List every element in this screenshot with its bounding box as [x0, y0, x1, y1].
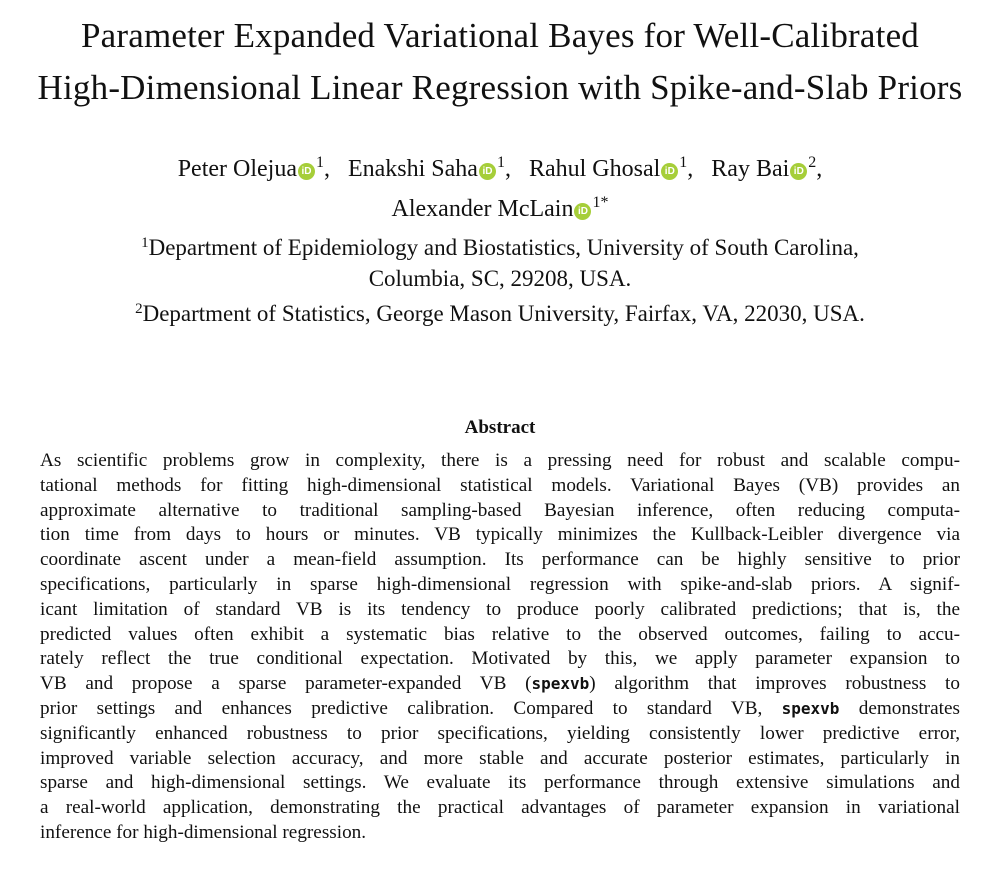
author-name: Rahul Ghosal [528, 156, 661, 182]
affiliation [0, 294, 1000, 329]
affiliation-marker: 1 [496, 154, 505, 171]
affiliation-marker: 1 [679, 154, 688, 171]
abstract-line [40, 623, 960, 648]
abstract-line [40, 697, 960, 722]
author-list [0, 146, 1000, 226]
affiliation [0, 228, 1000, 263]
abstract-line [40, 499, 960, 524]
abstract-text: improved variable selection accuracy, and more stable and accurate posterior estimates, particularly in [40, 747, 960, 769]
title-line: Parameter Expanded Variational Bayes for Well-Calibrated [80, 16, 920, 55]
abstract-body [40, 449, 960, 846]
affiliation-text: Department of Statistics, George Mason University, Fairfax, VA, 22030, USA. [142, 301, 865, 326]
orcid-icon[interactable]: iD [298, 163, 315, 180]
abstract-text: a real-world application, demonstrating the practical advantages of parameter expansion in variational [40, 797, 960, 819]
orcid-icon[interactable]: iD [574, 203, 591, 220]
abstract-line [40, 672, 960, 697]
abstract-text: tion time from days to hours or minutes. VB typically minimizes the Kullback-Leibler divergence via [40, 524, 960, 546]
abstract-text: inference for high-dimensional regression. [40, 821, 367, 843]
author-line: Peter Olejua $iD^1$, Enakshi Saha $iD^1$, Rahul Ghosal $iD^1$, Ray Bai $iD^2$, [177, 154, 823, 182]
author [178, 156, 324, 182]
algorithm-name: spexvb [531, 674, 590, 694]
abstract-text: tational methods for fitting high-dimensional statistical models. Variational Bayes (VB) provides an [40, 474, 960, 496]
affiliation-marker: 1* [592, 194, 609, 211]
author [348, 156, 505, 182]
abstract-text: prior settings and enhances predictive calibration. Compared to standard VB, [40, 697, 782, 719]
affiliation-text: Columbia, SC, 29208, USA. [368, 266, 632, 291]
abstract-text: demonstrates [839, 697, 960, 719]
abstract-line [40, 598, 960, 623]
abstract-text: icant limitation of standard VB is its tendency to produce poorly calibrated predictions; that is, the [40, 598, 960, 620]
abstract-text: predicted values often exhibit a systematic bias relative to the observed outcomes, failing to accu- [40, 623, 960, 645]
abstract-text: As scientific problems grow in complexity, there is a pressing need for robust and scalable compu- [40, 450, 960, 471]
affiliation [0, 263, 1000, 294]
abstract-text: sparse and high-dimensional settings. We evaluate its performance through extensive simulations and [40, 772, 960, 794]
abstract-line [40, 747, 960, 772]
abstract-line [40, 821, 960, 846]
author [392, 196, 609, 222]
abstract-text: rately reflect the true conditional expectation. Motivated by this, we apply parameter expansion to [40, 648, 960, 670]
abstract-line [40, 449, 960, 474]
affiliation-marker: 1 [315, 154, 324, 171]
affiliation-marker: 1 [141, 235, 149, 251]
author-name: Peter Olejua [177, 156, 297, 182]
author-name: Alexander McLain [391, 196, 574, 222]
orcid-icon[interactable]: iD [661, 163, 678, 180]
abstract-text: coordinate ascent under a mean-field assumption. Its performance can be highly sensitive to prior [40, 549, 960, 571]
abstract-line [40, 796, 960, 821]
author [711, 156, 816, 182]
abstract-text: specifications, particularly in sparse high-dimensional regression with spike-and-slab priors. A signif- [40, 573, 960, 595]
abstract-text: approximate alternative to traditional sampling-based Bayesian inference, often reducing computa- [40, 499, 960, 521]
author-line [0, 186, 1000, 226]
affiliation-text: Department of Epidemiology and Biostatistics, University of South Carolina, [148, 235, 859, 260]
affiliation-list [0, 228, 1000, 329]
abstract-line [40, 722, 960, 747]
abstract-line [40, 474, 960, 499]
orcid-icon[interactable]: iD [790, 163, 807, 180]
abstract-line [40, 573, 960, 598]
affiliation-marker: 2 [808, 154, 817, 171]
affiliation-marker: 2 [135, 301, 143, 317]
abstract-line [40, 548, 960, 573]
abstract-text: significantly enhanced robustness to prior specifications, yielding consistently lower predictive error, [40, 722, 960, 744]
abstract-heading: Abstract [464, 417, 536, 438]
paper-title [0, 10, 1000, 114]
orcid-icon[interactable]: iD [479, 163, 496, 180]
abstract-text: VB and propose a sparse parameter-expanded VB ( [40, 673, 532, 695]
abstract-line [40, 523, 960, 548]
abstract-line [40, 647, 960, 672]
abstract-text: ) algorithm that improves robustness to [589, 673, 960, 695]
author-name: Enakshi Saha [347, 156, 478, 182]
algorithm-name: spexvb [781, 698, 840, 718]
title-line: High-Dimensional Linear Regression with Spike-and-Slab Priors [37, 68, 963, 107]
abstract-line [40, 771, 960, 796]
author-name: Ray Bai [711, 156, 790, 182]
author [529, 156, 687, 182]
